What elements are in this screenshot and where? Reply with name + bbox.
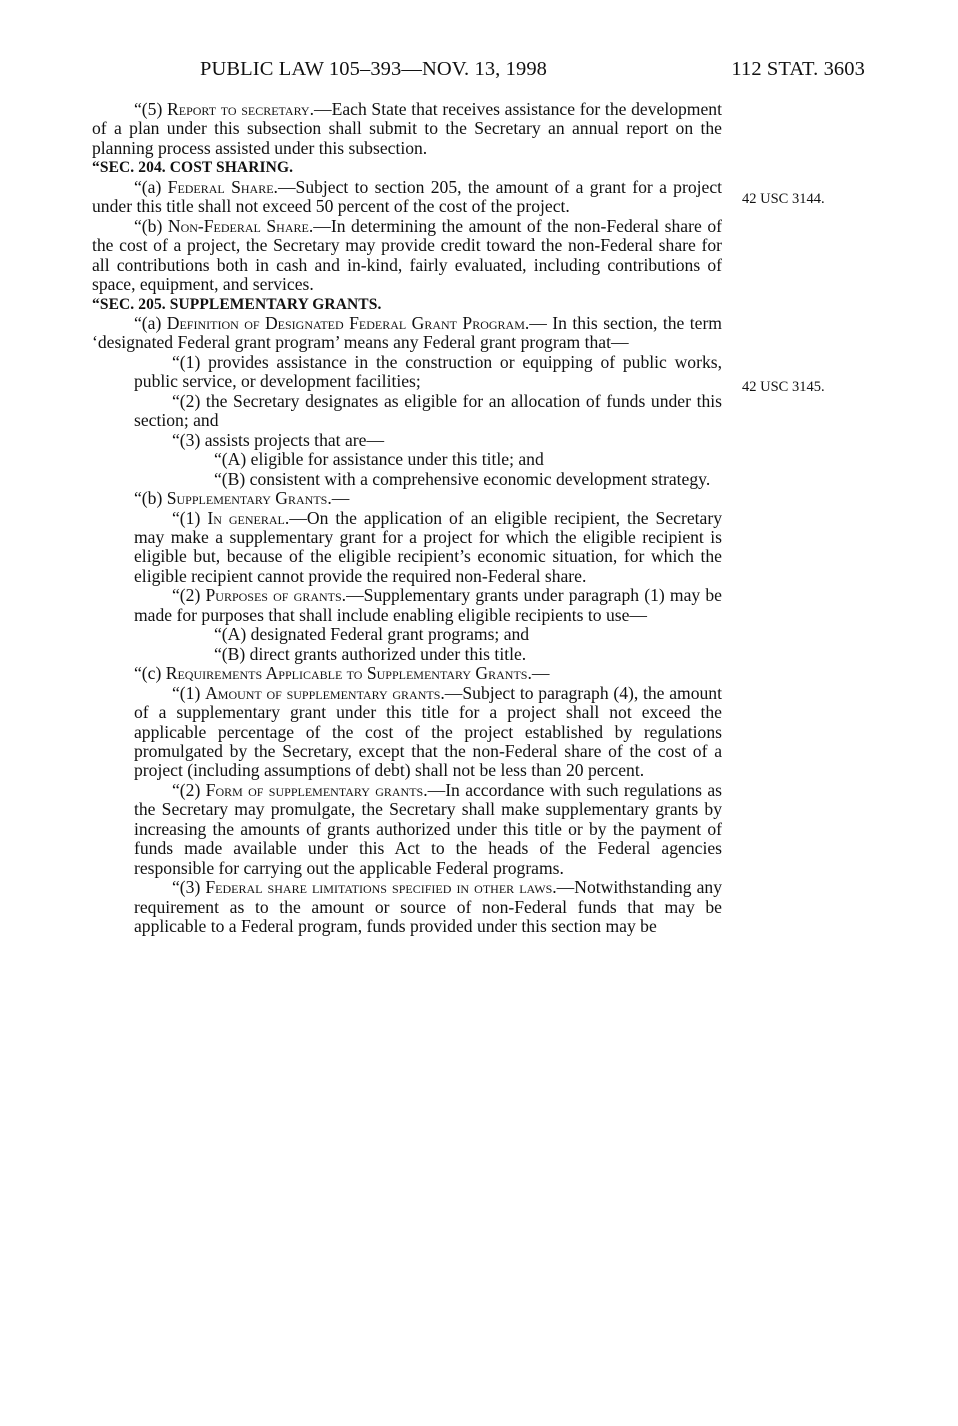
paragraph-heading: Purposes of grants.	[205, 585, 347, 606]
subsection-heading: Non-Federal Share.	[167, 215, 314, 236]
subsection-205-b: “(b) Supplementary Grants.—	[134, 488, 350, 509]
paragraph-heading: Report to secretary.	[167, 99, 314, 119]
paragraph-205-c-3: “(3) Federal share limitations specified in other laws.—Notwithstanding any requirement as to the amount or source of non-Federal funds that may be applicable to a Federal program, funds provided under this section may be	[134, 877, 722, 937]
item-205-a-2: “(2) the Secretary designates as eligible for an allocation of funds under this section; and	[134, 390, 722, 431]
subsection-heading: Definition of Designated Federal Grant Program.	[166, 312, 530, 333]
subsection-204-b: “(b) Non-Federal Share.—In determining the amount of the non-Federal share of the cost of a project, the Secretary may provide credit toward the non-Federal share for all contributions both in cash and in-kind, fairly evaluated, including contributions of space, equipment, and services.	[92, 215, 722, 295]
item-205-a-3-B: “(B) consistent with a comprehensive economic development strategy.	[214, 468, 711, 489]
paragraph-205-b-1: “(1) In general.—On the application of an eligible recipient, the Secretary may make a supplementary grant for a project for which the eligible recipient is eligible but, because of the eligible recipient’s economic situation, for which the eligible recipient cannot provide the required non-Federal share.	[134, 507, 722, 586]
subsection-heading: Federal Share.	[167, 176, 278, 197]
subsection-204-a: “(a) Federal Share.—Subject to section 205, the amount of a grant for a project under this title shall not exceed 50 percent of the cost of the project.	[92, 176, 723, 217]
paragraph-205-c-2: “(2) Form of supplementary grants.—In accordance with such regulations as the Secretary may promulgate, the Secretary shall make supplementary grants by increasing the amounts of grants authorized under this title or by the payment of funds made available under this Act to the heads of the Federal agencies responsible for carrying out the applicable Federal programs.	[134, 779, 722, 878]
running-header	[200, 58, 865, 82]
paragraph-heading: In general.	[207, 507, 290, 528]
section-204-heading: “SEC. 204. COST SHARING.	[92, 159, 294, 177]
statute-page-number: 112 STAT. 3603	[731, 58, 865, 80]
paragraph-205-b-2: “(2) Purposes of grants.—Supplementary grants under paragraph (1) may be made for purposes that shall include enabling eligible recipients to use—	[134, 585, 722, 625]
subsection-205-a: “(a) Definition of Designated Federal Grant Program.— In this section, the term ‘designated Federal grant program’ means any Federal grant program that—	[92, 312, 722, 353]
paragraph-205-c-1: “(1) Amount of supplementary grants.—Subject to paragraph (4), the amount of a supplementary grant under this title for a project shall not exceed the applicable percentage of the cost of the project established by regulations promulgated by the Secretary, except that the non-Federal share of the cost of a project (including assumptions of debt) shall not be less than 20 percent.	[134, 682, 722, 781]
paragraph-heading: Amount of supplementary grants.	[205, 682, 445, 703]
paragraph-heading: Federal share limitations specified in other laws.	[205, 877, 557, 898]
subsection-205-c: “(c) Requirements Applicable to Supplementary Grants.—	[134, 663, 550, 684]
page-body	[92, 100, 722, 936]
margin-note-usc-3145: 42 USC 3145.	[742, 379, 825, 395]
subsection-heading: Requirements Applicable to Supplementary Grants.	[165, 663, 532, 684]
section-205-heading: “SEC. 205. SUPPLEMENTARY GRANTS.	[92, 295, 382, 313]
public-law-citation: PUBLIC LAW 105–393—NOV. 13, 1998	[200, 58, 548, 80]
paragraph-5-report: “(5) Report to secretary.—Each State that receives assistance for the development of a plan under this subsection shall submit to the Secretary an annual report on the planning process assisted under this subsection.	[92, 99, 722, 158]
item-205-b-2-B: “(B) direct grants authorized under this title.	[214, 643, 527, 664]
item-205-b-2-A: “(A) designated Federal grant programs; and	[214, 624, 530, 645]
paragraph-heading: Form of supplementary grants.	[205, 779, 428, 800]
item-205-a-3-A: “(A) eligible for assistance under this title; and	[214, 449, 544, 470]
item-205-a-3: “(3) assists projects that are—	[172, 429, 385, 450]
subsection-heading: Supplementary Grants.	[166, 488, 332, 509]
margin-note-usc-3144: 42 USC 3144.	[742, 191, 825, 207]
item-205-a-1: “(1) provides assistance in the construction or equipping of public works, public service, or development facilities;	[134, 351, 722, 392]
